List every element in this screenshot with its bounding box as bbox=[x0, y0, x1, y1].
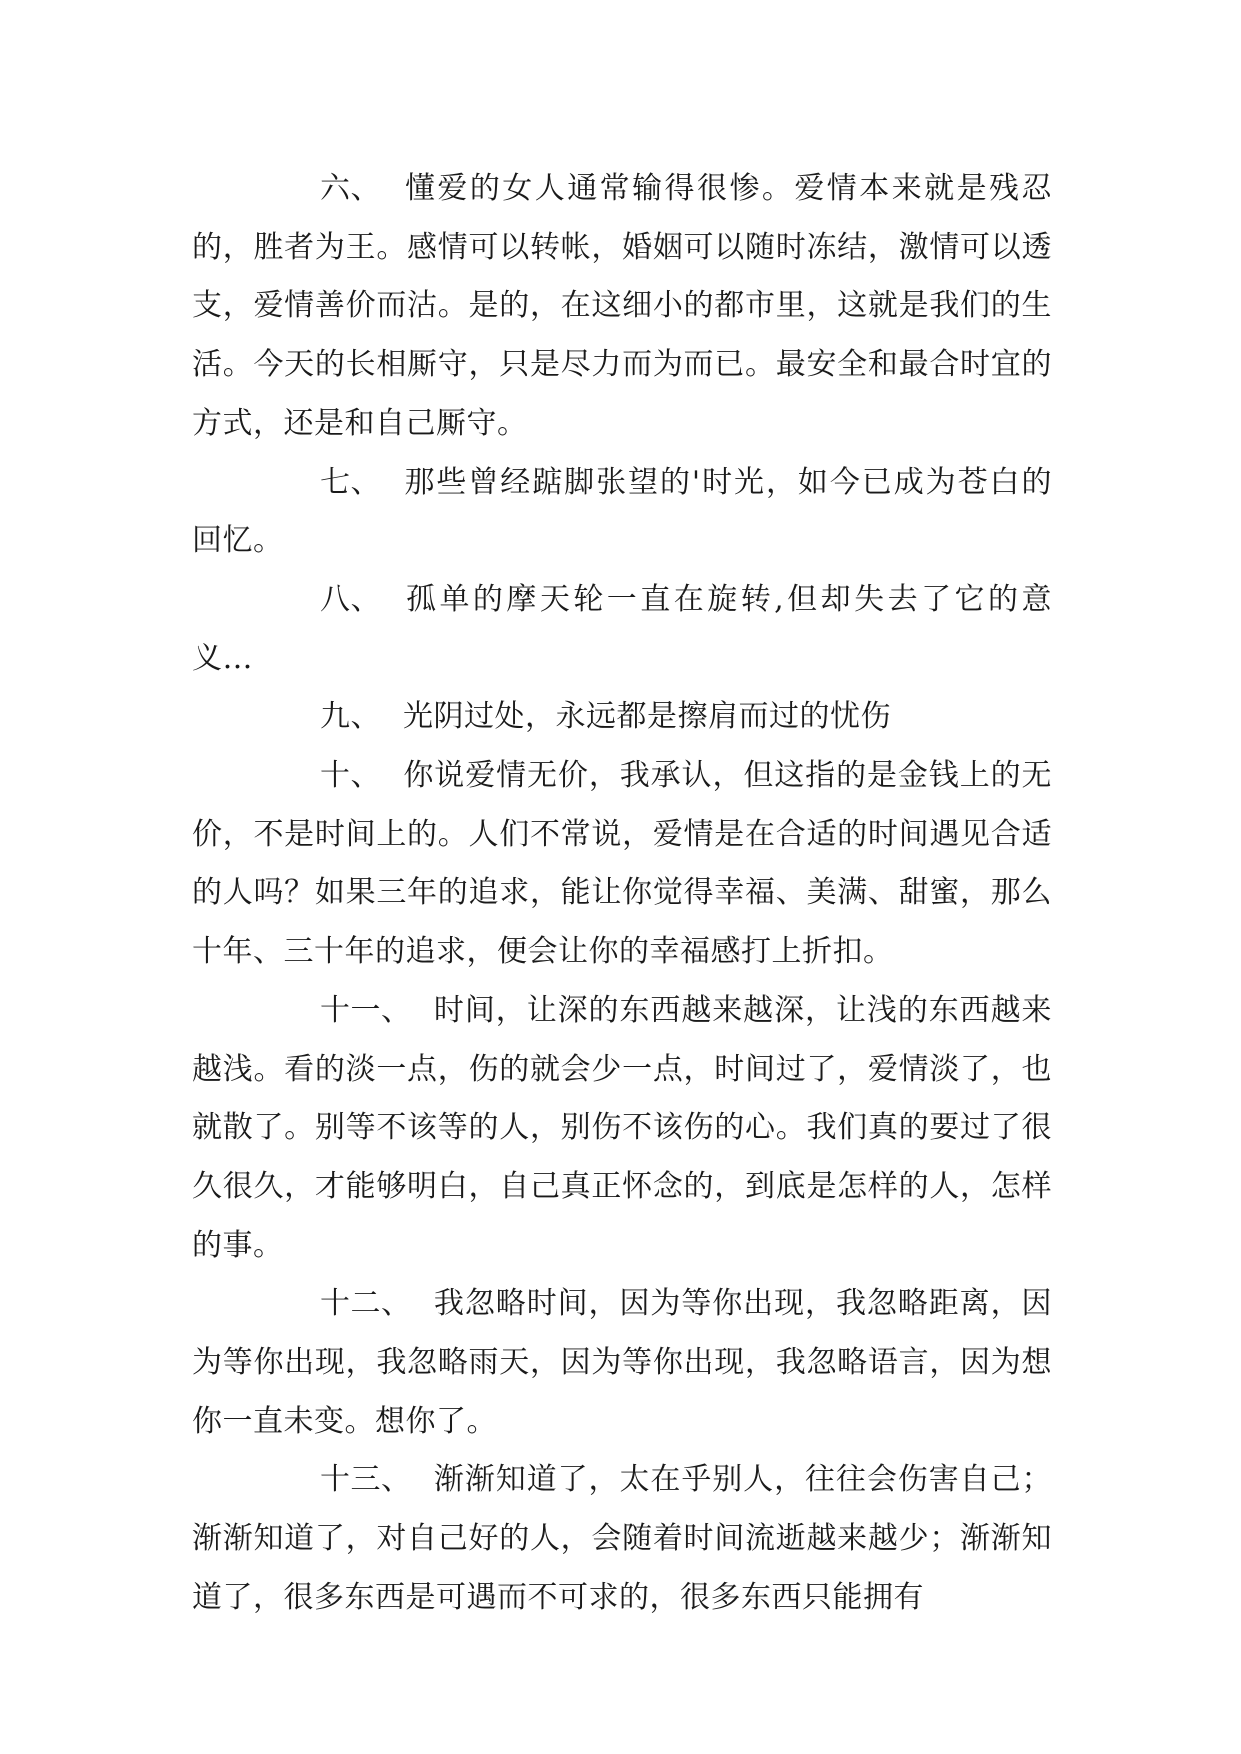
paragraph-7 bbox=[192, 454, 1052, 571]
paragraph-number: 十二、 bbox=[320, 1286, 412, 1322]
paragraph-9 bbox=[192, 688, 1052, 747]
document-body bbox=[192, 160, 1052, 1628]
paragraph-13 bbox=[192, 1451, 1052, 1627]
paragraph-10 bbox=[192, 747, 1052, 982]
paragraph-text: 懂爱的女人通常输得很惨。爱情本来就是残忍的，胜者为王。感情可以转帐，婚姻可以随时冻结，激情可以透支，爱情善价而沽。是的，在这细小的都市里，这就是我们的生活。今天的长相厮守，只是尽力而为而已。最安全和最合时宜的方式，还是和自己厮守。 bbox=[192, 171, 1052, 441]
paragraph-number: 八、 bbox=[320, 581, 381, 617]
paragraph-text: 孤单的摩天轮一直在旋转,但却失去了它的意义… bbox=[192, 581, 1052, 676]
paragraph-text: 光阴过处，永远都是擦肩而过的忧伤 bbox=[403, 699, 891, 735]
paragraph-text: 那些曾经踮脚张望的'时光，如今已成为苍白的回忆。 bbox=[192, 464, 1052, 559]
paragraph-6 bbox=[192, 160, 1052, 454]
paragraph-text: 你说爱情无价，我承认，但这指的是金钱上的无价，不是时间上的。人们不常说，爱情是在合适的时间遇见合适的人吗？如果三年的追求，能让你觉得幸福、美满、甜蜜，那么十年、三十年的追求，便会让你的幸福感打上折扣。 bbox=[192, 758, 1052, 970]
paragraph-number: 六、 bbox=[320, 171, 381, 206]
paragraph-12 bbox=[192, 1275, 1052, 1451]
paragraph-number: 九、 bbox=[320, 699, 381, 735]
paragraph-number: 七、 bbox=[320, 464, 381, 500]
paragraph-number: 十一、 bbox=[320, 992, 412, 1028]
paragraph-number: 十三、 bbox=[320, 1462, 412, 1498]
paragraph-number: 十、 bbox=[320, 758, 381, 794]
paragraph-text: 我忽略时间，因为等你出现，我忽略距离，因为等你出现，我忽略雨天，因为等你出现，我忽略语言，因为想你一直未变。想你了。 bbox=[192, 1286, 1052, 1439]
paragraph-8 bbox=[192, 571, 1052, 688]
paragraph-text: 时间，让深的东西越来越深，让浅的东西越来越浅。看的淡一点，伤的就会少一点，时间过了，爱情淡了，也就散了。别等不该等的人，别伤不该伤的心。我们真的要过了很久很久，才能够明白，自己真正怀念的，到底是怎样的人，怎样的事。 bbox=[192, 992, 1052, 1263]
paragraph-11 bbox=[192, 982, 1052, 1276]
paragraph-text: 渐渐知道了，太在乎别人，往往会伤害自己；渐渐知道了，对自己好的人，会随着时间流逝越来越少；渐渐知道了，很多东西是可遇而不可求的，很多东西只能拥有 bbox=[192, 1462, 1052, 1615]
